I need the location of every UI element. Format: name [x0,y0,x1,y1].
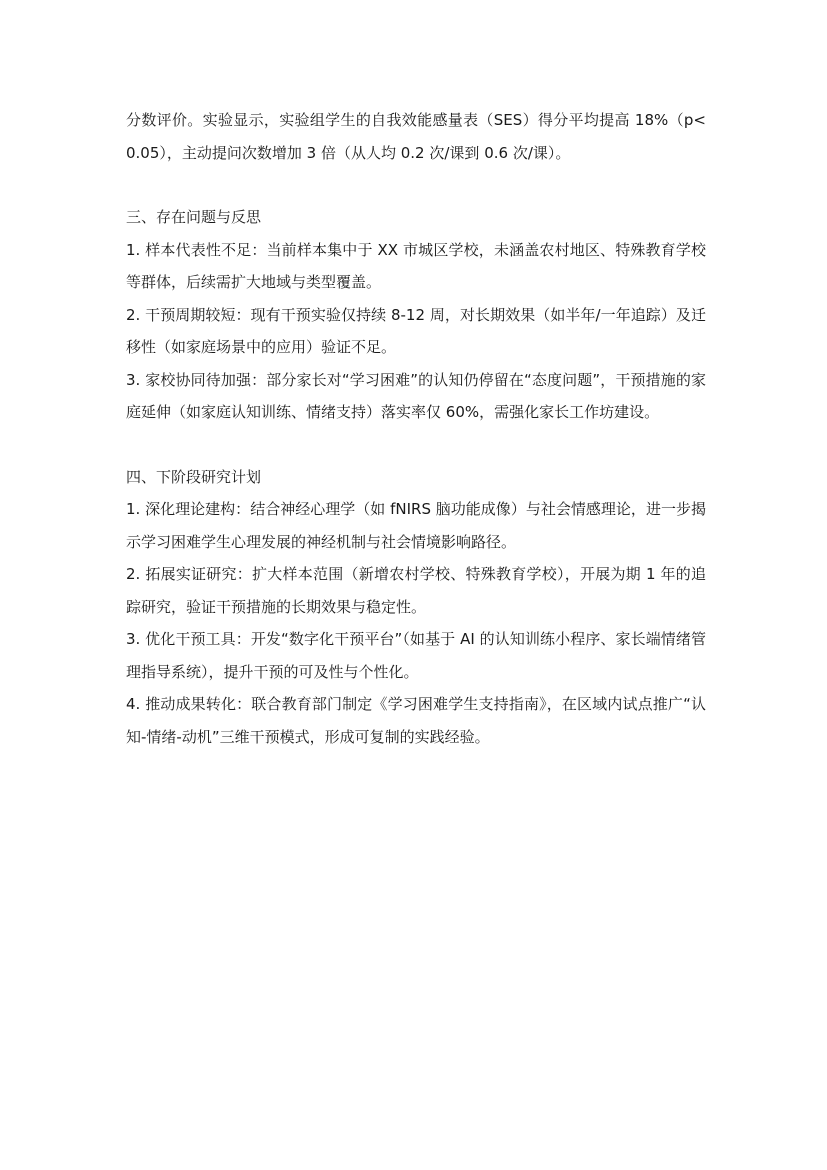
section3-heading: 三、存在问题与反思 [126,208,262,226]
intro-paragraph: 分数评价。实验显示，实验组学生的自我效能感量表（SES）得分平均提高 18%（p<0.05），主动提问次数增加 3 倍（从人均 0.2 次/课到 0.6 次/课）。 [126,111,706,162]
section4-heading: 四、下阶段研究计划 [126,467,262,486]
section4-item-4: 4. 推动成果转化：联合教育部门制定《学习困难学生支持指南》，在区域内试点推广“认知-情绪-动机”三维干预模式，形成可复制的实践经验。 [126,695,706,746]
section3-item-3: 3. 家校协同待加强：部分家长对“学习困难”的认知仍停留在“态度问题”，干预措施的家庭延伸（如家庭认知训练、情绪支持）落实率仅 60%，需强化家长工作坊建设。 [126,370,706,421]
section3-item-2: 2. 干预周期较短：现有干预实验仅持续 8-12 周，对长期效果（如半年/一年追踪）及迁移性（如家庭场景中的应用）验证不足。 [126,305,706,356]
section4-item-3: 3. 优化干预工具：开发“数字化干预平台”（如基于 AI 的认知训练小程序、家长端情绪管理指导系统），提升干预的可及性与个性化。 [126,630,706,681]
section-spacer [126,169,706,201]
section4-item-2: 2. 拓展实证研究：扩大样本范围（新增农村学校、特殊教育学校），开展为期 1 年的追踪研究，验证干预措施的长期效果与稳定性。 [126,565,706,616]
section4-item-1: 1. 深化理论建构：结合神经心理学（如 fNIRS 脑功能成像）与社会情感理论，进一步揭示学习困难学生心理发展的神经机制与社会情境影响路径。 [126,500,706,551]
document-body [126,104,706,753]
section-spacer [126,429,706,461]
section3-item-1: 1. 样本代表性不足：当前样本集中于 XX 市城区学校，未涵盖农村地区、特殊教育学校等群体，后续需扩大地域与类型覆盖。 [126,240,706,291]
